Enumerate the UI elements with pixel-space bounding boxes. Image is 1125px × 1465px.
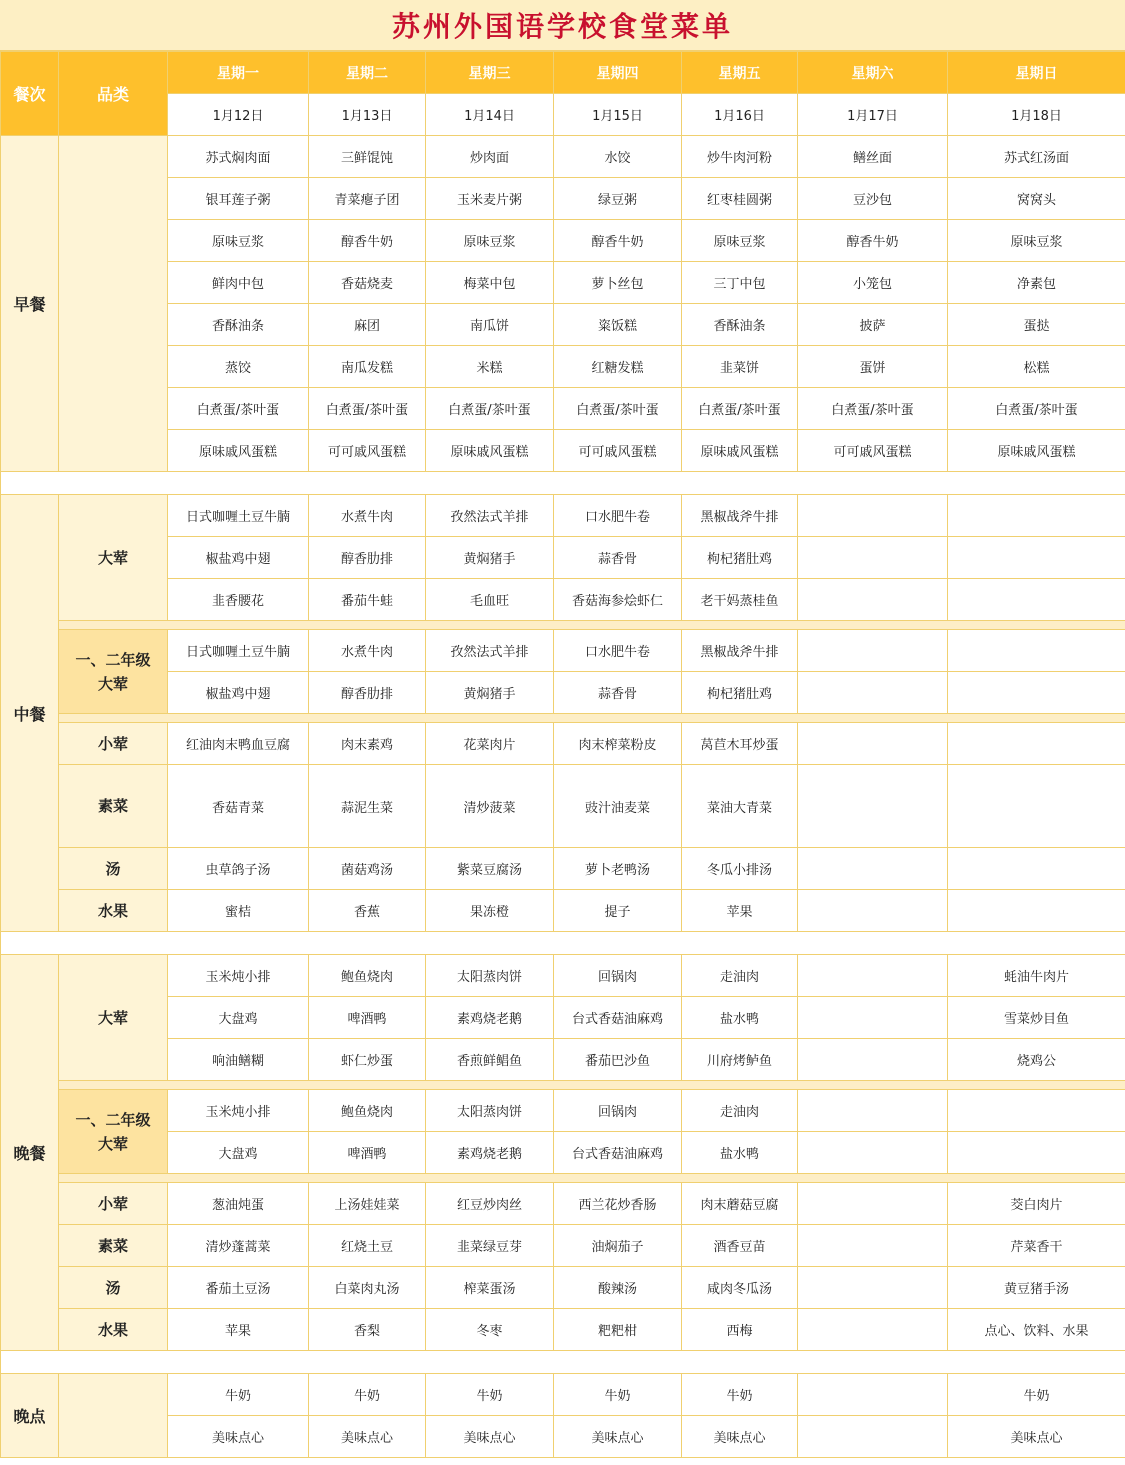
menu-cell: 番茄牛蛙 <box>309 579 426 621</box>
menu-cell: 蒸饺 <box>168 346 309 388</box>
menu-cell: 豉汁油麦菜 <box>554 765 682 848</box>
menu-cell: 香煎鲜鲳鱼 <box>426 1039 554 1081</box>
menu-cell: 冬枣 <box>426 1309 554 1351</box>
menu-cell: 川府烤鲈鱼 <box>682 1039 798 1081</box>
header-row-dates <box>1 94 1125 136</box>
menu-cell: 原味戚风蛋糕 <box>426 430 554 472</box>
menu-cell: 白煮蛋/茶叶蛋 <box>948 388 1125 430</box>
menu-cell: 上汤娃娃菜 <box>309 1183 426 1225</box>
date-header: 1月18日 <box>948 94 1125 136</box>
menu-cell: 虾仁炒蛋 <box>309 1039 426 1081</box>
menu-cell: 小笼包 <box>798 262 948 304</box>
lunch-sucai-row <box>1 765 1125 848</box>
menu-cell: 原味豆浆 <box>426 220 554 262</box>
menu-cell: 牛奶 <box>309 1374 426 1416</box>
category-xiaohun: 小荤 <box>59 723 168 765</box>
menu-cell: 酸辣汤 <box>554 1267 682 1309</box>
menu-cell <box>798 890 948 932</box>
lunch-grade-dahun-row <box>1 630 1125 672</box>
category-xiaohun: 小荤 <box>59 1183 168 1225</box>
category-breakfast <box>59 136 168 472</box>
dinner-divider-2 <box>1 1174 1125 1183</box>
category-dahun: 大荤 <box>59 495 168 621</box>
menu-cell <box>948 630 1125 672</box>
menu-cell: 原味豆浆 <box>168 220 309 262</box>
dinner-shuiguo-row <box>1 1309 1125 1351</box>
menu-cell <box>948 890 1125 932</box>
menu-cell: 走油肉 <box>682 1090 798 1132</box>
menu-cell: 美味点心 <box>682 1416 798 1458</box>
menu-cell: 素鸡烧老鹅 <box>426 1132 554 1174</box>
lunch-divider-1 <box>1 621 1125 630</box>
menu-cell: 响油鳝糊 <box>168 1039 309 1081</box>
category-dahun: 大荤 <box>59 955 168 1081</box>
menu-cell <box>798 848 948 890</box>
menu-cell: 美味点心 <box>168 1416 309 1458</box>
day-header: 星期六 <box>798 52 948 94</box>
category-tang: 汤 <box>59 1267 168 1309</box>
category-shuiguo: 水果 <box>59 890 168 932</box>
menu-cell: 麻团 <box>309 304 426 346</box>
menu-cell: 窝窝头 <box>948 178 1125 220</box>
category-grade-dahun <box>59 1090 168 1174</box>
lunch-grade-dahun-row <box>1 672 1125 714</box>
dinner-dahun-row <box>1 997 1125 1039</box>
category-sucai: 素菜 <box>59 765 168 848</box>
menu-cell: 榨菜蛋汤 <box>426 1267 554 1309</box>
menu-cell: 孜然法式羊排 <box>426 630 554 672</box>
menu-cell: 番茄巴沙鱼 <box>554 1039 682 1081</box>
menu-cell: 鳝丝面 <box>798 136 948 178</box>
divider-cell <box>59 714 1125 723</box>
menu-cell: 牛奶 <box>554 1374 682 1416</box>
date-header: 1月14日 <box>426 94 554 136</box>
menu-cell: 芹菜香干 <box>948 1225 1125 1267</box>
day-header: 星期一 <box>168 52 309 94</box>
menu-cell <box>948 1090 1125 1132</box>
menu-cell <box>798 1267 948 1309</box>
menu-cell: 椒盐鸡中翅 <box>168 672 309 714</box>
menu-cell <box>948 672 1125 714</box>
menu-cell: 可可戚风蛋糕 <box>554 430 682 472</box>
menu-cell: 孜然法式羊排 <box>426 495 554 537</box>
menu-cell <box>798 1416 948 1458</box>
menu-cell: 豆沙包 <box>798 178 948 220</box>
header-row-days <box>1 52 1125 94</box>
menu-cell: 啤酒鸭 <box>309 997 426 1039</box>
menu-cell: 美味点心 <box>554 1416 682 1458</box>
menu-cell: 口水肥牛卷 <box>554 630 682 672</box>
menu-cell <box>948 537 1125 579</box>
menu-cell: 回锅肉 <box>554 1090 682 1132</box>
menu-cell: 黄焖猪手 <box>426 537 554 579</box>
menu-cell: 白煮蛋/茶叶蛋 <box>682 388 798 430</box>
menu-cell: 醇香牛奶 <box>554 220 682 262</box>
snack-row <box>1 1416 1125 1458</box>
breakfast-row <box>1 388 1125 430</box>
menu-cell: 红豆炒肉丝 <box>426 1183 554 1225</box>
menu-cell: 牛奶 <box>948 1374 1125 1416</box>
menu-cell: 蒜香骨 <box>554 672 682 714</box>
menu-cell: 大盘鸡 <box>168 997 309 1039</box>
menu-cell: 米糕 <box>426 346 554 388</box>
menu-cell: 红枣桂圆粥 <box>682 178 798 220</box>
day-header: 星期三 <box>426 52 554 94</box>
menu-cell: 回锅肉 <box>554 955 682 997</box>
menu-cell: 紫菜豆腐汤 <box>426 848 554 890</box>
title-bar <box>0 0 1125 51</box>
menu-cell: 松糕 <box>948 346 1125 388</box>
dinner-dahun-row <box>1 955 1125 997</box>
gap-after-dinner <box>1 1351 1125 1374</box>
menu-cell: 冬瓜小排汤 <box>682 848 798 890</box>
menu-cell: 原味戚风蛋糕 <box>168 430 309 472</box>
menu-cell: 白煮蛋/茶叶蛋 <box>554 388 682 430</box>
menu-cell: 白煮蛋/茶叶蛋 <box>798 388 948 430</box>
menu-cell: 玉米麦片粥 <box>426 178 554 220</box>
menu-cell: 白煮蛋/茶叶蛋 <box>309 388 426 430</box>
menu-cell: 牛奶 <box>682 1374 798 1416</box>
menu-cell: 韭香腰花 <box>168 579 309 621</box>
menu-cell: 清炒蓬蒿菜 <box>168 1225 309 1267</box>
dinner-divider-1 <box>1 1081 1125 1090</box>
menu-cell: 蒜香骨 <box>554 537 682 579</box>
menu-cell: 水煮牛肉 <box>309 630 426 672</box>
menu-cell <box>798 495 948 537</box>
category-tang: 汤 <box>59 848 168 890</box>
menu-cell: 青菜瘪子团 <box>309 178 426 220</box>
date-header: 1月17日 <box>798 94 948 136</box>
menu-cell: 水饺 <box>554 136 682 178</box>
menu-cell: 鲍鱼烧肉 <box>309 1090 426 1132</box>
menu-cell: 酒香豆苗 <box>682 1225 798 1267</box>
menu-cell: 点心、饮料、水果 <box>948 1309 1125 1351</box>
menu-cell: 提子 <box>554 890 682 932</box>
menu-cell: 香酥油条 <box>168 304 309 346</box>
menu-cell: 台式香菇油麻鸡 <box>554 997 682 1039</box>
lunch-divider-2 <box>1 714 1125 723</box>
dinner-sucai-row <box>1 1225 1125 1267</box>
menu-cell: 清炒菠菜 <box>426 765 554 848</box>
category-grade-dahun <box>59 630 168 714</box>
category-grade-line2: 大荤 <box>97 674 128 693</box>
menu-cell: 番茄土豆汤 <box>168 1267 309 1309</box>
menu-cell: 蛋挞 <box>948 304 1125 346</box>
menu-cell <box>948 579 1125 621</box>
date-header: 1月13日 <box>309 94 426 136</box>
menu-cell <box>798 765 948 848</box>
gap-after-breakfast <box>1 472 1125 495</box>
menu-cell: 香酥油条 <box>682 304 798 346</box>
menu-cell: 韭菜饼 <box>682 346 798 388</box>
menu-cell: 净素包 <box>948 262 1125 304</box>
menu-cell <box>798 997 948 1039</box>
snack-row <box>1 1374 1125 1416</box>
menu-cell: 鲜肉中包 <box>168 262 309 304</box>
menu-cell: 黄豆猪手汤 <box>948 1267 1125 1309</box>
menu-cell: 香菇青菜 <box>168 765 309 848</box>
menu-cell <box>798 723 948 765</box>
menu-cell: 炒肉面 <box>426 136 554 178</box>
menu-cell: 可可戚风蛋糕 <box>309 430 426 472</box>
breakfast-row <box>1 262 1125 304</box>
menu-cell: 可可戚风蛋糕 <box>798 430 948 472</box>
menu-table <box>0 51 1125 1458</box>
menu-cell <box>948 723 1125 765</box>
menu-cell: 黄焖猪手 <box>426 672 554 714</box>
menu-cell: 韭菜绿豆芽 <box>426 1225 554 1267</box>
menu-cell: 花菜肉片 <box>426 723 554 765</box>
menu-cell: 台式香菇油麻鸡 <box>554 1132 682 1174</box>
menu-cell: 玉米炖小排 <box>168 1090 309 1132</box>
menu-cell: 肉末蘑菇豆腐 <box>682 1183 798 1225</box>
gap-after-lunch <box>1 932 1125 955</box>
menu-cell: 玉米炖小排 <box>168 955 309 997</box>
breakfast-row <box>1 178 1125 220</box>
dinner-tang-row <box>1 1267 1125 1309</box>
menu-cell: 水煮牛肉 <box>309 495 426 537</box>
menu-cell: 西梅 <box>682 1309 798 1351</box>
menu-cell: 蛋饼 <box>798 346 948 388</box>
menu-cell: 老干妈蒸桂鱼 <box>682 579 798 621</box>
lunch-tang-row <box>1 848 1125 890</box>
menu-cell: 肉末榨菜粉皮 <box>554 723 682 765</box>
menu-cell: 牛奶 <box>168 1374 309 1416</box>
breakfast-row <box>1 304 1125 346</box>
menu-cell: 白煮蛋/茶叶蛋 <box>426 388 554 430</box>
menu-cell: 萝卜丝包 <box>554 262 682 304</box>
menu-cell <box>798 672 948 714</box>
menu-cell: 三丁中包 <box>682 262 798 304</box>
category-grade-line1: 一、二年级 <box>75 650 151 669</box>
menu-cell <box>948 495 1125 537</box>
divider-cell <box>59 621 1125 630</box>
menu-cell: 太阳蒸肉饼 <box>426 1090 554 1132</box>
menu-cell <box>798 1309 948 1351</box>
menu-cell: 果冻橙 <box>426 890 554 932</box>
gap-after-dinner-cell <box>1 1351 1125 1374</box>
day-header: 星期四 <box>554 52 682 94</box>
menu-cell: 枸杞猪肚鸡 <box>682 672 798 714</box>
menu-cell: 鲍鱼烧肉 <box>309 955 426 997</box>
gap-after-lunch-cell <box>1 932 1125 955</box>
menu-cell: 南瓜饼 <box>426 304 554 346</box>
menu-cell <box>798 1225 948 1267</box>
menu-cell: 醇香肋排 <box>309 537 426 579</box>
meal-label-snack: 晚点 <box>1 1374 59 1458</box>
menu-cell: 烧鸡公 <box>948 1039 1125 1081</box>
menu-cell: 美味点心 <box>426 1416 554 1458</box>
menu-cell: 素鸡烧老鹅 <box>426 997 554 1039</box>
menu-cell: 枸杞猪肚鸡 <box>682 537 798 579</box>
header-category-label: 品类 <box>59 52 168 136</box>
menu-cell: 虫草鸽子汤 <box>168 848 309 890</box>
menu-cell: 炒牛肉河粉 <box>682 136 798 178</box>
day-header: 星期日 <box>948 52 1125 94</box>
menu-cell <box>948 848 1125 890</box>
menu-cell: 蜜桔 <box>168 890 309 932</box>
divider-cell <box>59 1174 1125 1183</box>
menu-cell <box>948 765 1125 848</box>
menu-cell: 苏式焖肉面 <box>168 136 309 178</box>
menu-cell <box>798 1183 948 1225</box>
divider-cell <box>59 1081 1125 1090</box>
menu-cell: 南瓜发糕 <box>309 346 426 388</box>
menu-cell: 醇香牛奶 <box>309 220 426 262</box>
menu-cell: 白菜肉丸汤 <box>309 1267 426 1309</box>
menu-cell <box>798 1039 948 1081</box>
category-shuiguo: 水果 <box>59 1309 168 1351</box>
menu-cell: 原味戚风蛋糕 <box>682 430 798 472</box>
menu-cell: 披萨 <box>798 304 948 346</box>
menu-cell: 苏式红汤面 <box>948 136 1125 178</box>
menu-cell: 雪菜炒目鱼 <box>948 997 1125 1039</box>
page-title: 苏州外国语学校食堂菜单 <box>391 10 733 43</box>
dinner-grade-dahun-row <box>1 1090 1125 1132</box>
date-header: 1月12日 <box>168 94 309 136</box>
menu-cell: 椒盐鸡中翅 <box>168 537 309 579</box>
menu-cell <box>798 630 948 672</box>
menu-cell: 日式咖喱土豆牛腩 <box>168 630 309 672</box>
menu-cell: 葱油炖蛋 <box>168 1183 309 1225</box>
menu-cell: 口水肥牛卷 <box>554 495 682 537</box>
breakfast-row <box>1 220 1125 262</box>
breakfast-row <box>1 430 1125 472</box>
dinner-dahun-row <box>1 1039 1125 1081</box>
menu-cell: 美味点心 <box>948 1416 1125 1458</box>
menu-cell: 黑椒战斧牛排 <box>682 630 798 672</box>
dinner-xiaohun-row <box>1 1183 1125 1225</box>
menu-cell: 蚝油牛肉片 <box>948 955 1125 997</box>
menu-cell <box>798 1132 948 1174</box>
menu-cell: 香梨 <box>309 1309 426 1351</box>
menu-cell: 萝卜老鸭汤 <box>554 848 682 890</box>
menu-cell: 菜油大青菜 <box>682 765 798 848</box>
category-sucai: 素菜 <box>59 1225 168 1267</box>
menu-cell: 醇香牛奶 <box>798 220 948 262</box>
menu-cell: 黑椒战斧牛排 <box>682 495 798 537</box>
menu-cell: 白煮蛋/茶叶蛋 <box>168 388 309 430</box>
category-grade-line1: 一、二年级 <box>75 1110 151 1129</box>
menu-cell: 苹果 <box>168 1309 309 1351</box>
menu-cell: 毛血旺 <box>426 579 554 621</box>
lunch-dahun-row <box>1 495 1125 537</box>
menu-cell: 粢饭糕 <box>554 304 682 346</box>
lunch-xiaohun-row <box>1 723 1125 765</box>
menu-cell: 啤酒鸭 <box>309 1132 426 1174</box>
meal-label-dinner: 晚餐 <box>1 955 59 1351</box>
menu-cell: 原味豆浆 <box>682 220 798 262</box>
menu-cell <box>798 1090 948 1132</box>
breakfast-row <box>1 346 1125 388</box>
lunch-shuiguo-row <box>1 890 1125 932</box>
menu-cell: 香菇海参烩虾仁 <box>554 579 682 621</box>
category-grade-line2: 大荤 <box>97 1134 128 1153</box>
lunch-dahun-row <box>1 579 1125 621</box>
menu-cell: 香蕉 <box>309 890 426 932</box>
menu-cell: 盐水鸭 <box>682 997 798 1039</box>
menu-cell <box>798 579 948 621</box>
menu-cell: 西兰花炒香肠 <box>554 1183 682 1225</box>
menu-cell: 肉末素鸡 <box>309 723 426 765</box>
date-header: 1月16日 <box>682 94 798 136</box>
menu-cell: 银耳莲子粥 <box>168 178 309 220</box>
day-header: 星期五 <box>682 52 798 94</box>
menu-cell: 红烧土豆 <box>309 1225 426 1267</box>
meal-label-lunch: 中餐 <box>1 495 59 932</box>
menu-cell <box>798 955 948 997</box>
gap-after-breakfast-cell <box>1 472 1125 495</box>
menu-cell: 牛奶 <box>426 1374 554 1416</box>
menu-cell: 蒜泥生菜 <box>309 765 426 848</box>
menu-cell <box>798 537 948 579</box>
menu-cell <box>948 1132 1125 1174</box>
menu-cell: 大盘鸡 <box>168 1132 309 1174</box>
menu-cell: 梅菜中包 <box>426 262 554 304</box>
menu-cell <box>798 1374 948 1416</box>
menu-cell: 红糖发糕 <box>554 346 682 388</box>
category-snack <box>59 1374 168 1458</box>
menu-cell: 绿豆粥 <box>554 178 682 220</box>
menu-cell: 粑粑柑 <box>554 1309 682 1351</box>
menu-cell: 苹果 <box>682 890 798 932</box>
menu-cell: 香菇烧麦 <box>309 262 426 304</box>
menu-cell: 油焖茄子 <box>554 1225 682 1267</box>
dinner-grade-dahun-row <box>1 1132 1125 1174</box>
menu-cell: 走油肉 <box>682 955 798 997</box>
menu-cell: 茭白肉片 <box>948 1183 1125 1225</box>
lunch-dahun-row <box>1 537 1125 579</box>
menu-cell: 美味点心 <box>309 1416 426 1458</box>
menu-cell: 莴苣木耳炒蛋 <box>682 723 798 765</box>
meal-label-breakfast: 早餐 <box>1 136 59 472</box>
day-header: 星期二 <box>309 52 426 94</box>
menu-cell: 红油肉末鸭血豆腐 <box>168 723 309 765</box>
menu-cell: 太阳蒸肉饼 <box>426 955 554 997</box>
breakfast-row <box>1 136 1125 178</box>
menu-cell: 盐水鸭 <box>682 1132 798 1174</box>
menu-cell: 菌菇鸡汤 <box>309 848 426 890</box>
menu-cell: 三鲜馄饨 <box>309 136 426 178</box>
menu-cell: 咸肉冬瓜汤 <box>682 1267 798 1309</box>
menu-cell: 日式咖喱土豆牛腩 <box>168 495 309 537</box>
menu-cell: 原味豆浆 <box>948 220 1125 262</box>
menu-cell: 醇香肋排 <box>309 672 426 714</box>
header-meal-label: 餐次 <box>1 52 59 136</box>
menu-cell: 原味戚风蛋糕 <box>948 430 1125 472</box>
date-header: 1月15日 <box>554 94 682 136</box>
